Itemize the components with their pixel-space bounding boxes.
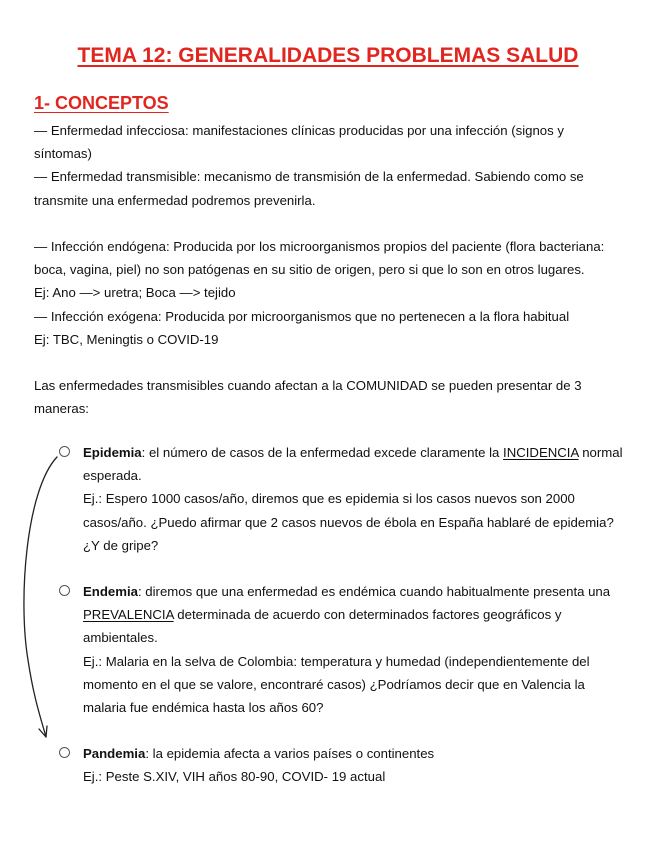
concept-exogenous-infection: — Infección exógena: Producida por microorganismos que no pertenecen a la flora habitual <box>34 308 570 324</box>
community-intro: Las enfermedades transmisibles cuando afectan a la COMUNIDAD se pueden presentar de 3 maneras: <box>34 378 582 417</box>
list-item-epidemia <box>57 441 623 557</box>
circle-bullet-icon <box>59 747 70 758</box>
concept-transmissible-disease: — Enfermedad transmisible: mecanismo de transmisión de la enfermedad. Sabiendo como se transmite una enfermedad podremos prevenirla. <box>34 169 584 208</box>
endemia-example: Ej.: Malaria en la selva de Colombia: temperatura y humedad (independientemente del momento en el que se valore, encontraré casos) ¿Podríamos decir que en Valencia la malaria fue endémica hasta los años 60? <box>83 653 590 716</box>
list-item-pandemia <box>57 742 623 788</box>
pandemia-example: Ej.: Peste S.XIV, VIH años 80-90, COVID- 19 actual <box>83 769 386 785</box>
circle-bullet-icon <box>59 585 70 596</box>
list-item-endemia <box>57 580 623 719</box>
concepts-block <box>34 119 624 421</box>
epidemia-definition: Epidemia: el número de casos de la enfermedad excede claramente la INCIDENCIA normal esperada. <box>83 445 623 484</box>
concept-endogenous-infection: — Infección endógena: Producida por los microorganismos propios del paciente (flora bacteriana: boca, vagina, piel) no son patógenas en su sitio de origen, pero si que lo son en otros lugares. <box>34 239 605 278</box>
page-title: TEMA 12: GENERALIDADES PROBLEMAS SALUD <box>77 44 579 67</box>
example-exogenous: Ej: TBC, Meningtis o COVID-19 <box>34 331 219 347</box>
concept-infectious-disease: — Enfermedad infecciosa: manifestaciones clínicas producidas por una infección (signos y síntomas) <box>34 123 564 162</box>
endemia-definition: Endemia: diremos que una enfermedad es endémica cuando habitualmente presenta una PREVALENCIA determinada de acuerdo con determinados factores geográficos y ambientales. <box>83 584 611 646</box>
pandemia-definition: Pandemia: la epidemia afecta a varios países o continentes <box>83 746 435 761</box>
example-endogenous: Ej: Ano —> uretra; Boca —> tejido <box>34 285 236 301</box>
epidemia-example: Ej.: Espero 1000 casos/año, diremos que es epidemia si los casos nuevos son 2000 casos/año. ¿Puedo afirmar que 2 casos nuevos de ébola en España hablaré de epidemia? ¿Y de gripe? <box>83 491 614 553</box>
section-title: 1- CONCEPTOS <box>34 93 169 113</box>
circle-bullet-icon <box>59 446 70 457</box>
